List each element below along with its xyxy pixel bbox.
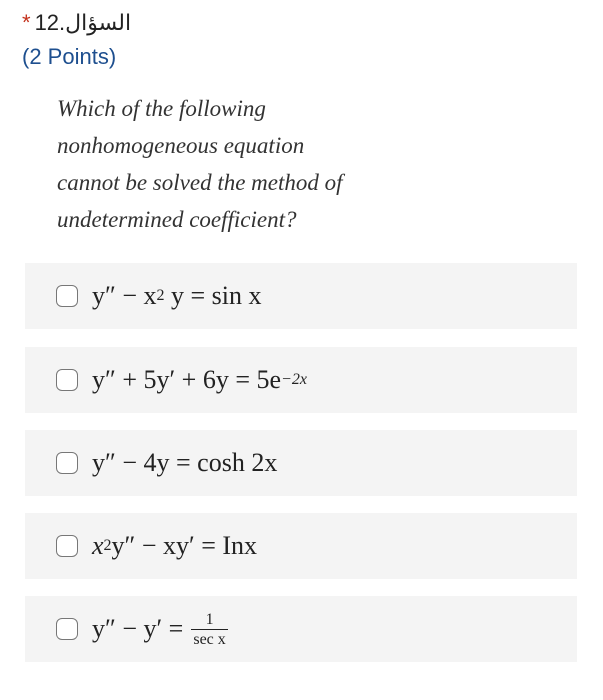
option-equation: y″ − x 2 y = sin x [92,281,262,310]
question-title [22,8,131,38]
option-equation: y″ + 5y′ + 6y = 5e −2x [92,365,307,394]
question-text-line: cannot be solved the method of [57,170,343,195]
option-4[interactable] [25,513,577,579]
fraction: $\frac{1}{\text{sec x}}$ [193,610,226,648]
option-checkbox[interactable] [56,535,78,557]
option-checkbox[interactable] [56,285,78,307]
question-points: (2 Points) [22,44,117,69]
option-checkbox[interactable] [56,369,78,391]
question-text-line: nonhomogeneous equation [57,133,305,158]
question-text-line: undetermined coefficient? [57,207,297,232]
question-text [57,90,417,238]
option-equation: x 2 y″ − xy′ = Inx [92,531,258,560]
option-equation: y″ − y′ = $\frac{1}{\text{sec x}}$ [92,610,226,648]
question-header [22,8,131,72]
option-checkbox[interactable] [56,452,78,474]
required-star: * [22,10,31,35]
question-label: السؤال [65,10,132,35]
option-equation: y″ − 4y = cosh 2x [92,448,278,477]
option-checkbox[interactable] [56,618,78,640]
option-2[interactable] [25,347,577,413]
option-1[interactable] [25,263,577,329]
option-3[interactable] [25,430,577,496]
option-5[interactable] [25,596,577,662]
question-text-line: Which of the following [57,96,266,121]
question-number: .12 [34,10,66,35]
